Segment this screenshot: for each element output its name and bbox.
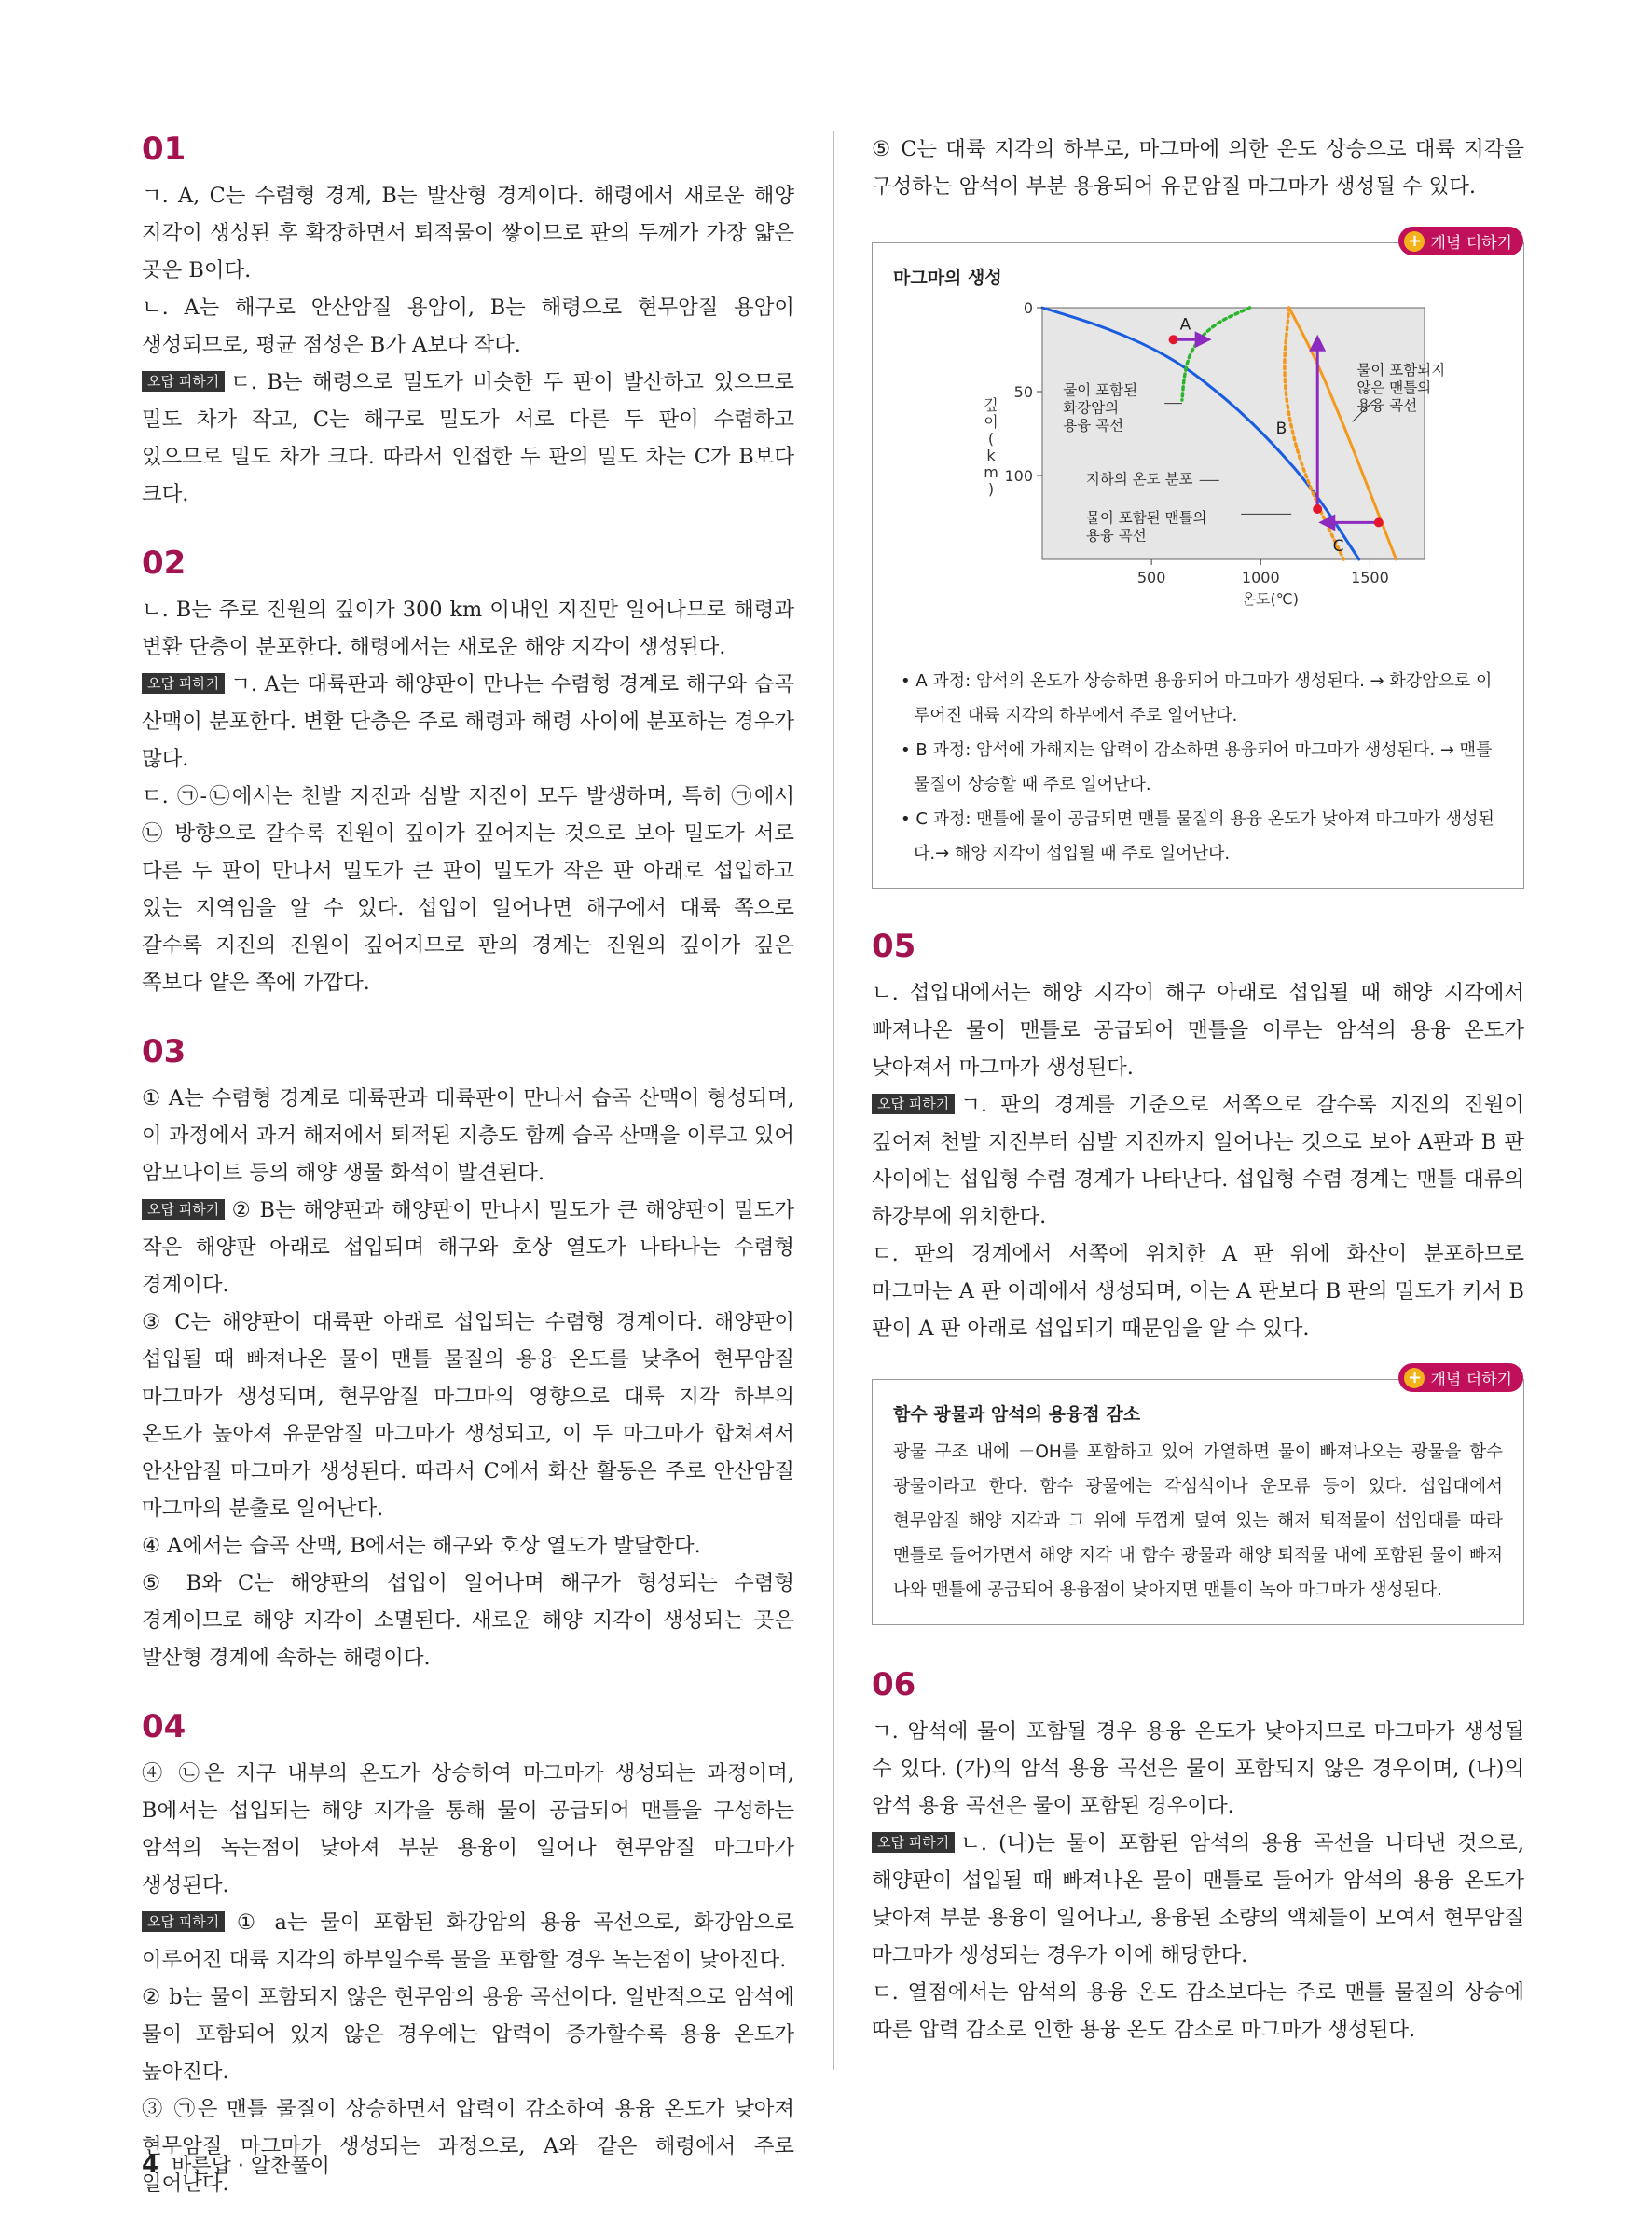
- y-tick-label: 50: [1013, 383, 1033, 401]
- paragraph: ⑤ B와 C는 해양판의 섭입이 일어나며 해구가 형성되는 수렴형 경계이므로 해양 지각이 소멸된다. 새로운 해양 지각이 생성되는 곳은 발산형 경계에 속하는 해령이다.: [142, 1571, 794, 1670]
- page-footer: [142, 2150, 330, 2179]
- paragraph: ㄴ. A는 해구로 안산암질 용암이, B는 해령으로 현무암질 용암이 생성되므로, 평균 점성은 B가 A보다 작다.: [142, 296, 794, 357]
- section-number: 02: [142, 545, 186, 582]
- paragraph: [872, 1825, 1524, 1974]
- section-03: [142, 1033, 794, 1676]
- section-number: 05: [872, 928, 916, 965]
- paragraph: [142, 364, 794, 513]
- paragraph: [872, 1086, 1524, 1235]
- process-c-point: [1374, 517, 1384, 527]
- wrong-answer-tag: 오답 피하기: [142, 1199, 225, 1220]
- magma-generation-chart: [893, 298, 1499, 653]
- concept-badge: [1398, 227, 1523, 255]
- label-c: C: [1332, 537, 1344, 556]
- paragraph: ② b는 물이 포함되지 않은 현무암의 용융 곡선이다. 일반적으로 암석에 물이 포함되어 있지 않은 경우에는 압력이 증가할수록 용융 온도가 높아진다.: [142, 1985, 794, 2084]
- left-column: [142, 131, 794, 2234]
- x-axis-label: 온도(℃): [1241, 590, 1299, 608]
- wrong-answer-tag: 오답 피하기: [872, 1832, 955, 1853]
- page-number: 4: [142, 2151, 159, 2179]
- bullet-item: • B 과정: 암석에 가해지는 압력이 감소하면 용융되어 마그마가 생성된다. → 맨틀 물질이 상승할 때 주로 일어난다.: [893, 733, 1503, 802]
- wrong-answer-tag: 오답 피하기: [142, 1911, 225, 1932]
- label-dry-mantle-curve: 물이 포함되지 않은 맨틀의 용융 곡선: [1356, 362, 1446, 414]
- paragraph: ③ ㉠은 맨틀 물질이 상승하면서 압력이 감소하여 용융 온도가 낮아져 현무암질 마그마가 생성되는 과정으로, A와 같은 해령에서 주로 일어난다.: [142, 2097, 794, 2196]
- label-wet-mantle-curve: 물이 포함된 맨틀의 용융 곡선: [1085, 509, 1207, 545]
- plus-icon: +: [1404, 231, 1425, 252]
- y-tick-label: 100: [1004, 467, 1033, 485]
- box-title: 함수 광물과 암석의 용융점 감소: [893, 1404, 1141, 1425]
- section-number: 01: [142, 131, 186, 168]
- label-a: A: [1179, 315, 1191, 335]
- label-geotherm: 지하의 온도 분포: [1085, 471, 1193, 488]
- section-number: 06: [872, 1666, 916, 1703]
- bullet-item: • C 과정: 맨틀에 물이 공급되면 맨틀 물질의 용융 온도가 낮아져 마그마가 생성된다.→ 해양 지각이 섭입될 때 주로 일어난다.: [893, 802, 1503, 871]
- process-b-point: [1313, 504, 1322, 514]
- y-axis-label: 깊 이 ( k m ): [984, 396, 998, 498]
- box-title: 마그마의 생성: [893, 268, 1002, 288]
- column-divider: [833, 131, 834, 2070]
- paragraph: ㄴ. B는 주로 진원의 깊이가 300 km 이내인 지진만 일어나므로 해령과 변환 단층이 분포한다. 해령에서는 새로운 해양 지각이 생성된다.: [142, 598, 794, 659]
- paragraph-text: ㄱ. A는 대륙판과 해양판이 만나는 수렴형 경계로 해구와 습곡 산맥이 분포한다. 변환 단층은 주로 해령과 해령 사이에 분포하는 경우가 많다.: [142, 672, 794, 771]
- paragraph-text: ㄱ. 판의 경계를 기준으로 서쪽으로 갈수록 지진의 진원이 깊어져 천발 지진부터 심발 지진까지 일어나는 것으로 보아 A판과 B 판 사이에는 섭입형 수렴 경계가 나타난다. 섭입형 수렴 경계는 맨틀 대류의 하강부에 위치한다.: [872, 1093, 1524, 1229]
- concept-badge: [1398, 1363, 1523, 1392]
- box-body: 광물 구조 내에 －OH를 포함하고 있어 가열하면 물이 빠져나오는 광물을 함수 광물이라고 한다. 함수 광물에는 각섬석이나 운모류 등이 있다. 섭입대에서 현무암질 해양 지각과 그 위에 두껍게 덮여 있는 해저 퇴적물이 섭입대를 따라 맨틀로 들어가면서 해양 지각 내 함수 광물과 해양 퇴적물 내에 포함된 물이 빠져 나와 맨틀에 공급되어 용융점이 낮아지면 맨틀이 녹아 마그마가 생성된다.: [893, 1442, 1503, 1600]
- section-number: 03: [142, 1033, 186, 1070]
- x-tick-label: 1000: [1241, 569, 1280, 586]
- section-01: [142, 131, 794, 513]
- process-a-point: [1169, 335, 1178, 344]
- paragraph: ⑤ C는 대륙 지각의 하부로, 마그마에 의한 온도 상승으로 대륙 지각을 구성하는 암석이 부분 용융되어 유문암질 마그마가 생성될 수 있다.: [872, 137, 1524, 199]
- y-tick-label: 0: [1023, 299, 1033, 317]
- paragraph-text: ② B는 해양판과 해양판이 만나서 밀도가 큰 해양판이 밀도가 작은 해양판 아래로 섭입되며 해구와 호상 열도가 나타나는 수렴형 경계이다.: [142, 1198, 794, 1297]
- concept-box-magma: [872, 231, 1524, 889]
- concept-box-hydrous: [872, 1368, 1524, 1625]
- paragraph-text: ㄴ. (나)는 물이 포함된 암석의 용융 곡선을 나타낸 것으로, 해양판이 섭입될 때 빠져나온 물이 맨틀로 들어가 암석의 용융 온도가 낮아져 부분 용융이 일어나고, 용융된 소량의 액체들이 모여서 현무암질 마그마가 생성되는 경우가 이에 해당한다.: [872, 1831, 1524, 1967]
- paragraph: ㄱ. 암석에 물이 포함될 경우 용융 온도가 낮아지므로 마그마가 생성될 수 있다. (가)의 암석 용융 곡선은 물이 포함되지 않은 경우이며, (나)의 암석 용융 곡선은 물이 포함된 경우이다.: [872, 1719, 1524, 1818]
- wrong-answer-tag: 오답 피하기: [142, 673, 225, 694]
- x-tick-label: 1500: [1351, 569, 1389, 586]
- right-column: [872, 131, 1524, 2080]
- label-wet-granite-curve: 물이 포함된 화강암의 용융 곡선: [1063, 381, 1138, 434]
- x-tick-label: 500: [1136, 569, 1166, 586]
- paragraph: [142, 1192, 794, 1303]
- bullet-item: • A 과정: 암석의 온도가 상승하면 용융되어 마그마가 생성된다. → 화강암으로 이루어진 대륙 지각의 하부에서 주로 일어난다.: [893, 664, 1503, 733]
- box-bullets: [893, 664, 1503, 871]
- paragraph: [142, 666, 794, 778]
- wrong-answer-tag: 오답 피하기: [872, 1094, 955, 1114]
- paragraph: ㄷ. ㉠-㉡에서는 천발 지진과 심발 지진이 모두 발생하며, 특히 ㉠에서 ㉡ 방향으로 갈수록 진원이 깊이가 깊어지는 것으로 보아 밀도가 서로 다른 두 판이 만나서 밀도가 큰 판이 밀도가 작은 판 아래로 섭입하고 있는 지역임을 알 수 있다. 섭입이 일어나면 해구에서 대륙 쪽으로 갈수록 지진의 진원이 깊어지므로 판의 경계는 진원의 깊이가 깊은 쪽보다 얕은 쪽에 가깝다.: [142, 784, 794, 995]
- paragraph: ㄱ. A, C는 수렴형 경계, B는 발산형 경계이다. 해령에서 새로운 해양 지각이 생성된 후 확장하면서 퇴적물이 쌓이므로 판의 두께가 가장 얇은 곳은 B이다.: [142, 184, 794, 283]
- book-title: 바른답 · 알찬풀이: [172, 2155, 330, 2178]
- section-05: [872, 928, 1524, 1347]
- paragraph: ③ C는 해양판이 대륙판 아래로 섭입되는 수렴형 경계이다. 해양판이 섭입될 때 빠져나온 물이 맨틀 물질의 용융 온도를 낮추어 현무암질 마그마가 생성되며, 현무암질 마그마의 영향으로 대륙 지각 하부의 온도가 높아져 유문암질 마그마가 생성되고, 이 두 마그마가 합쳐져서 안산암질 마그마가 생성된다. 따라서 C에서 화산 활동은 주로 안산암질 마그마의 분출로 일어난다.: [142, 1310, 794, 1521]
- section-04: [142, 1708, 794, 2202]
- plus-icon: +: [1404, 1368, 1425, 1388]
- section-number: 04: [142, 1708, 186, 1745]
- badge-label: 개념 더하기: [1430, 1371, 1512, 1389]
- label-b: B: [1275, 420, 1287, 438]
- paragraph: ① A는 수렴형 경계로 대륙판과 대륙판이 만나서 습곡 산맥이 형성되며, 이 과정에서 과거 해저에서 퇴적된 지층도 함께 습곡 산맥을 이루고 있어 암모나이트 등의 해양 생물 화석이 발견된다.: [142, 1086, 794, 1185]
- paragraph-text: ① a는 물이 포함된 화강암의 용융 곡선으로, 화강암으로 이루어진 대륙 지각의 하부일수록 물을 포함할 경우 녹는점이 낮아진다.: [142, 1910, 794, 1972]
- wrong-answer-tag: 오답 피하기: [142, 371, 225, 392]
- paragraph: ㄷ. 판의 경계에서 서쪽에 위치한 A 판 위에 화산이 분포하므로 마그마는 A 판 아래에서 생성되며, 이는 A 판보다 B 판의 밀도가 커서 B 판이 A 판 아래로 섭입되기 때문임을 알 수 있다.: [872, 1242, 1524, 1341]
- paragraph: ㄷ. 열점에서는 암석의 용융 온도 감소보다는 주로 맨틀 물질의 상승에 따른 압력 감소로 인한 용융 온도 감소로 마그마가 생성된다.: [872, 1980, 1524, 2042]
- section-02: [142, 545, 794, 1001]
- paragraph-text: ㄷ. B는 해령으로 밀도가 비슷한 두 판이 발산하고 있으므로 밀도 차가 작고, C는 해구로 밀도가 서로 다른 두 판이 수렴하고 있으므로 밀도 차가 크다. 따라서 인접한 두 판의 밀도 차는 C가 B보다 크다.: [142, 370, 794, 506]
- section-06: [872, 1666, 1524, 2048]
- badge-label: 개념 더하기: [1430, 234, 1512, 253]
- paragraph: ㄴ. 섭입대에서는 해양 지각이 해구 아래로 섭입될 때 해양 지각에서 빠져나온 물이 맨틀로 공급되어 맨틀을 이루는 암석의 용융 온도가 낮아져서 마그마가 생성된다.: [872, 981, 1524, 1080]
- paragraph: ④ ㉡은 지구 내부의 온도가 상승하여 마그마가 생성되는 과정이며, B에서는 섭입되는 해양 지각을 통해 물이 공급되어 맨틀을 구성하는 암석의 녹는점이 낮아져 부분 용융이 일어나 현무암질 마그마가 생성된다.: [142, 1761, 794, 1897]
- paragraph: ④ A에서는 습곡 산맥, B에서는 해구와 호상 열도가 발달한다.: [142, 1534, 701, 1558]
- paragraph: [142, 1904, 794, 1979]
